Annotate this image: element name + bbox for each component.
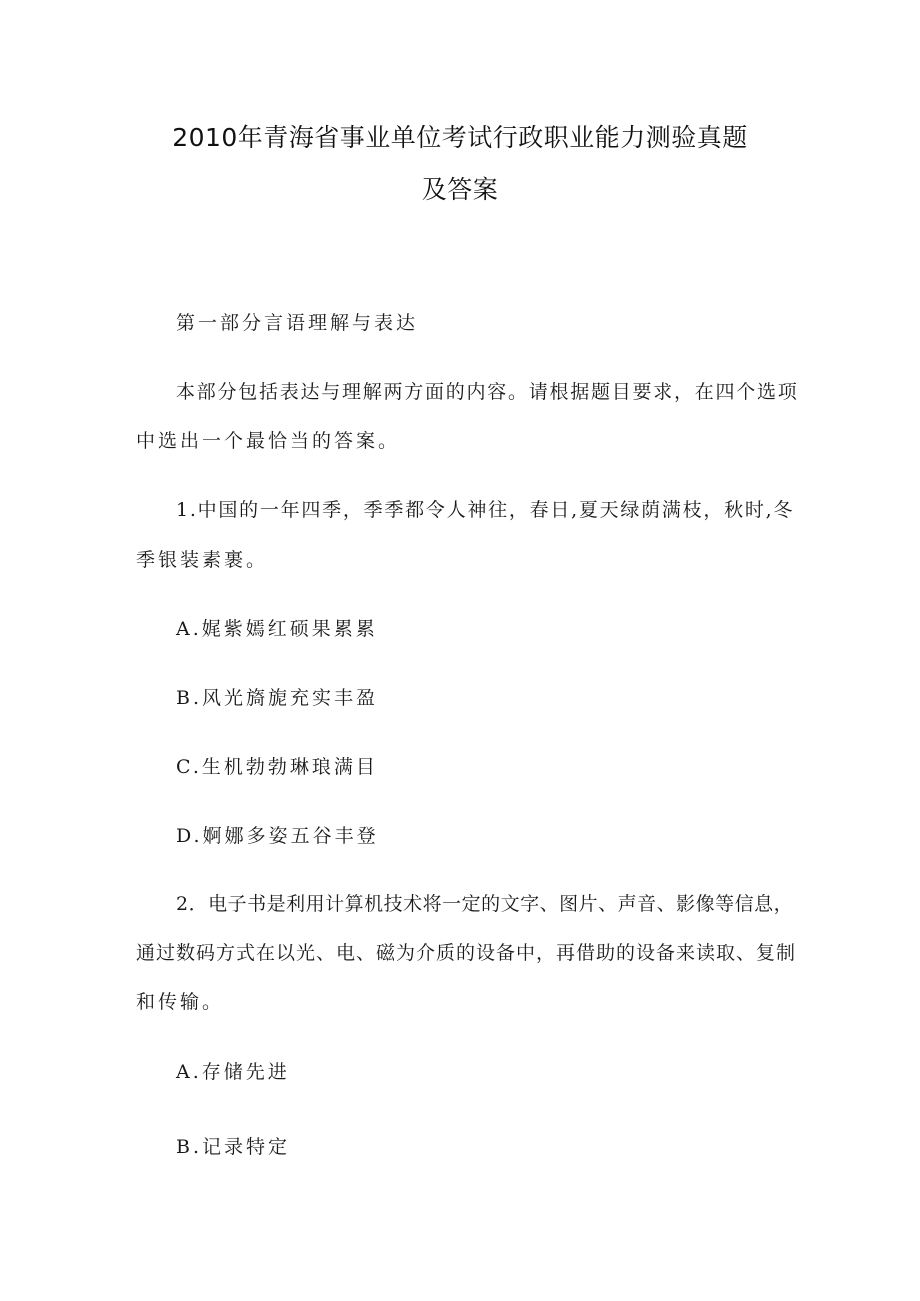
document-title-line-2: 及答案: [421, 175, 499, 204]
question-1-option-c: C.生机勃勃琳琅满目: [176, 756, 378, 778]
question-1-option-b: B.风光旖旎充实丰盈: [176, 687, 379, 709]
instructions-line-2: 中选出一个最恰当的答案。: [136, 430, 401, 452]
question-2-stem-line-2: 通过数码方式在以光、电、磁为介质的设备中，再借助的设备来读取、复制: [136, 942, 797, 964]
question-1-option-a: A.娓紫嫣红硕果累累: [176, 618, 378, 640]
instructions-line-1: 本部分包括表达与理解两方面的内容。请根据题目要求，在四个选项: [176, 381, 799, 403]
question-2-option-b: B.记录特定: [176, 1136, 291, 1158]
question-2-stem-line-3: 和传输。: [136, 991, 225, 1013]
question-2-stem-line-1: 2．电子书是利用计算机技术将一定的文字、图片、声音、影像等信息，: [176, 893, 794, 915]
document-title-line-1: 2010年青海省事业单位考试行政职业能力测验真题: [172, 123, 748, 152]
question-2-option-a: A.存储先进: [176, 1061, 290, 1083]
question-1-stem-line-2: 季银装素裹。: [136, 549, 269, 571]
question-1-stem-line-1: 1.中国的一年四季，季季都令人神往，春日,夏天绿荫满枝，秋时,冬: [176, 499, 795, 521]
question-1-option-d: D.婀娜多姿五谷丰登: [176, 825, 379, 847]
section-heading: 第一部分言语理解与表达: [176, 312, 419, 334]
